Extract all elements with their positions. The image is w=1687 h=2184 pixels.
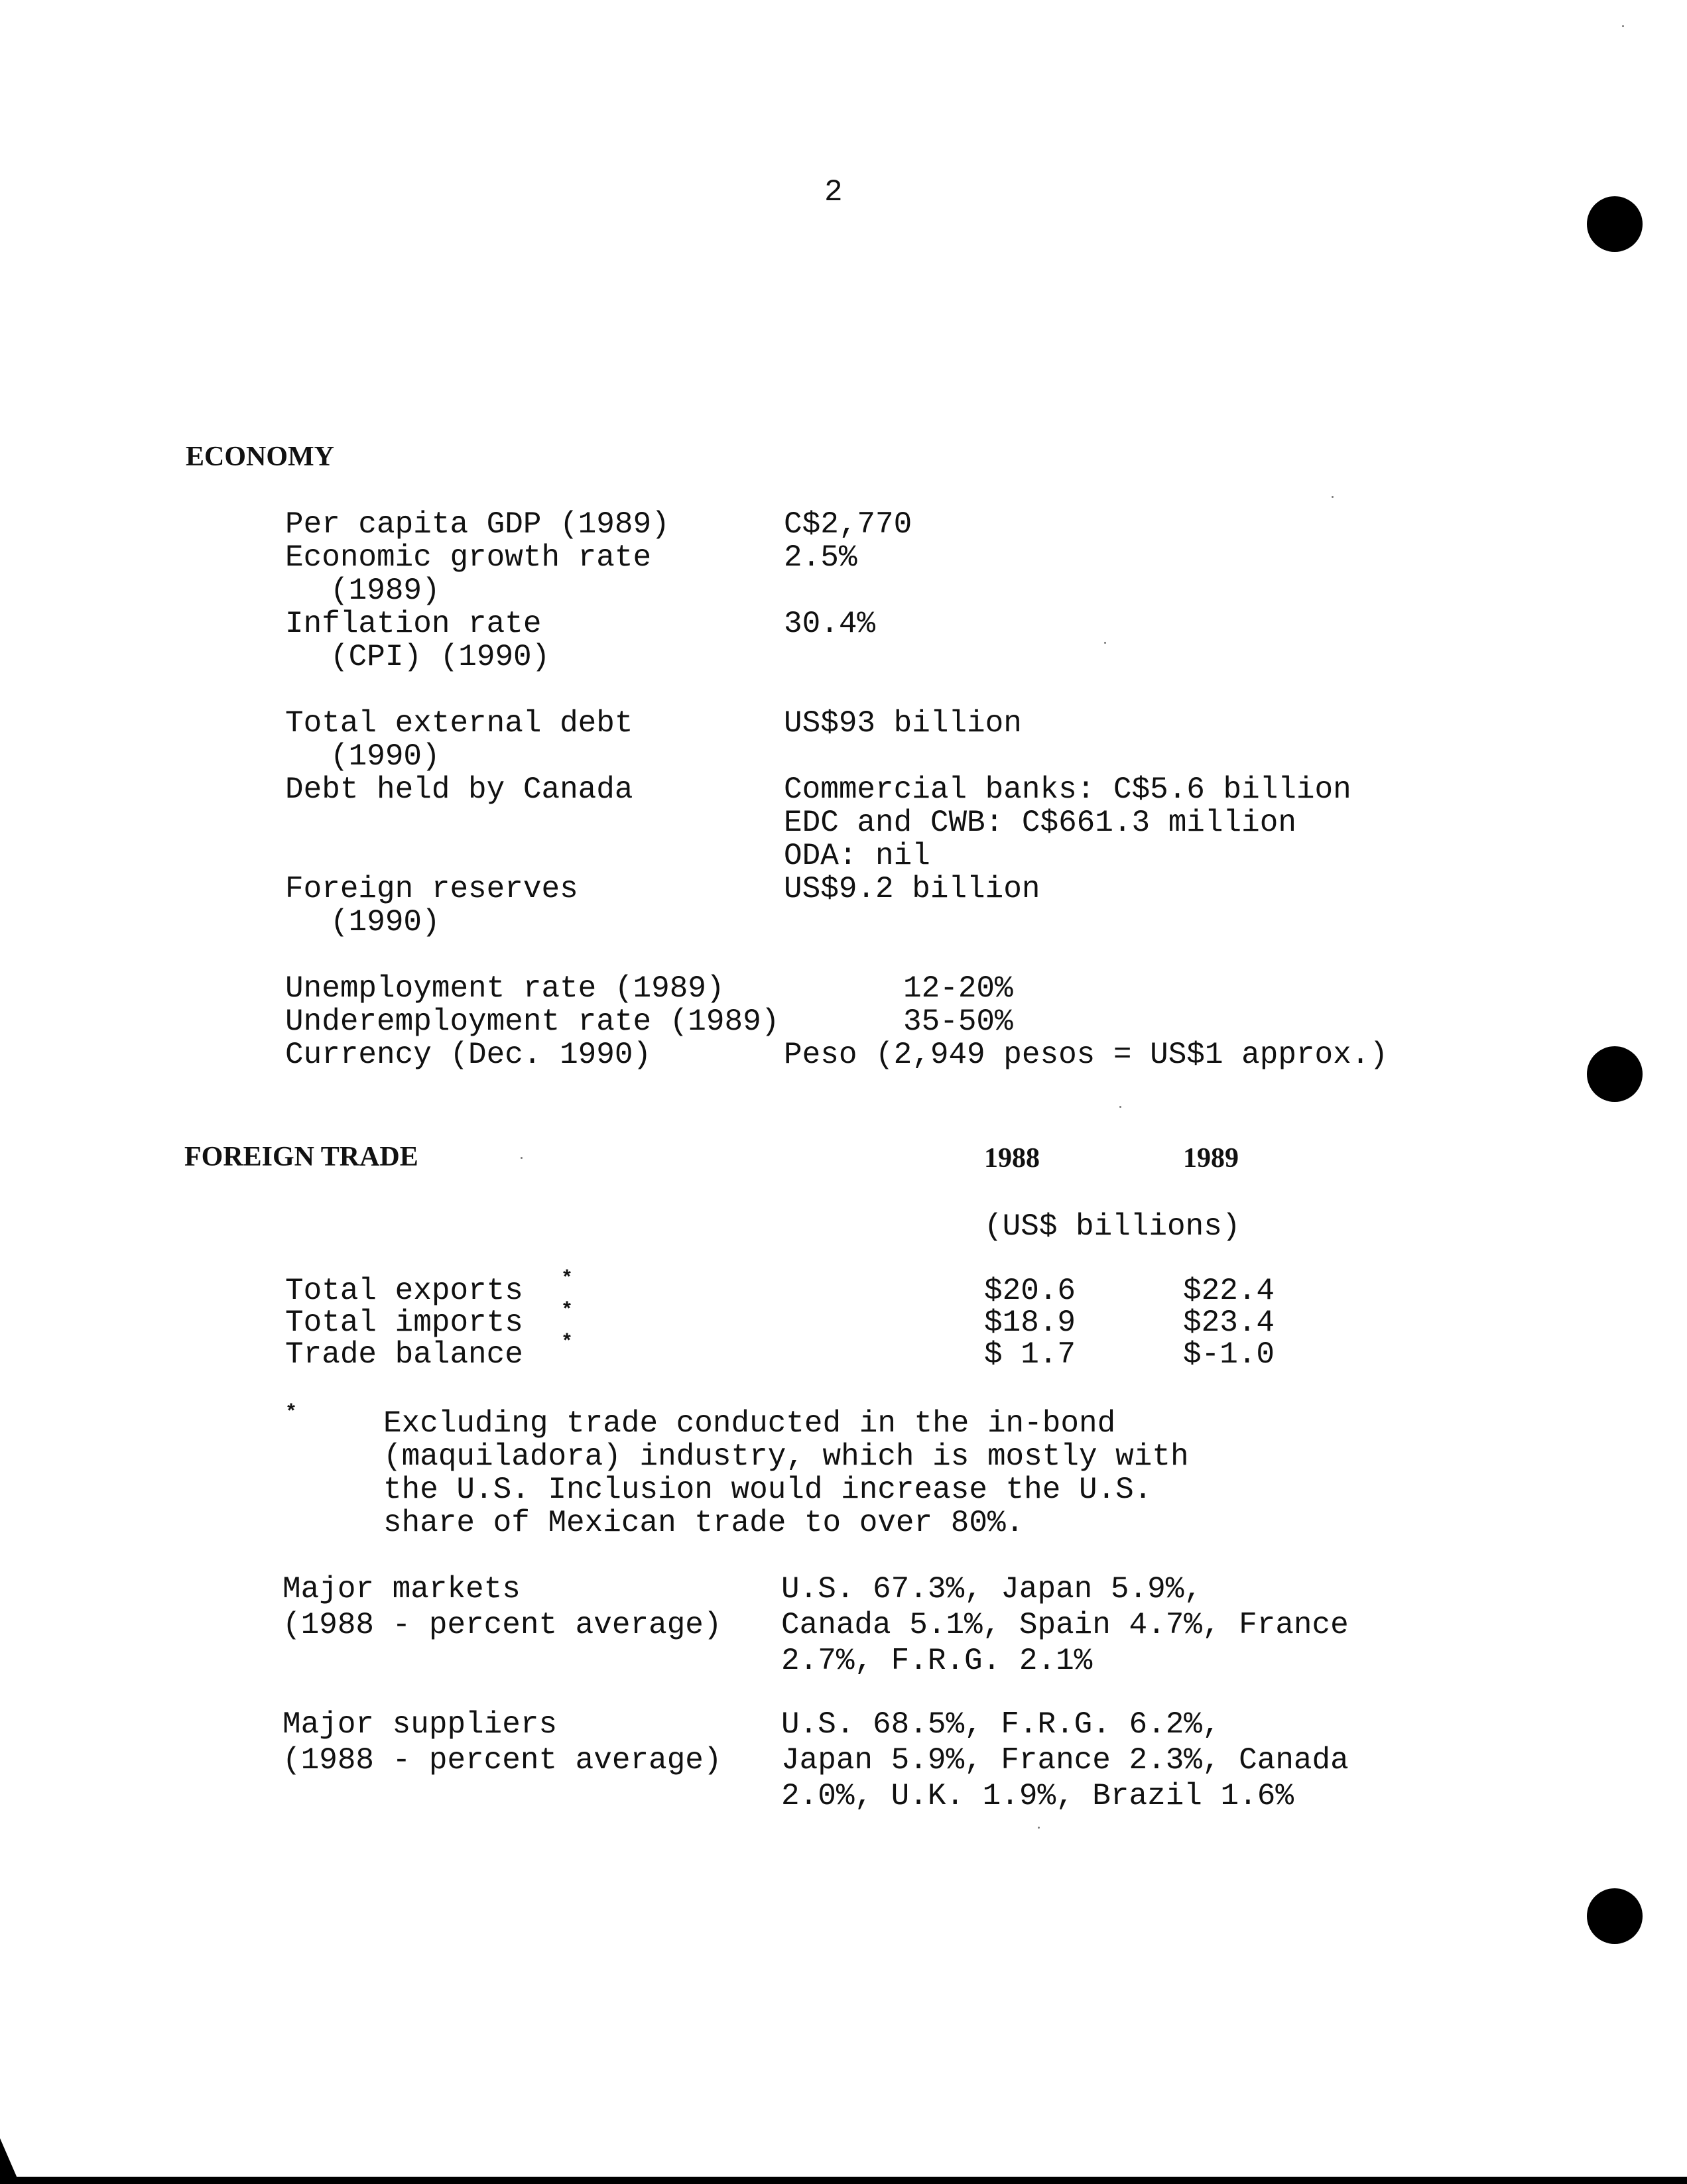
label-growth-year: (1989) — [330, 574, 440, 608]
footnote-marker: * — [285, 1402, 298, 1424]
label-balance: Trade balance — [285, 1337, 523, 1372]
footnote-marker: * — [561, 1331, 574, 1354]
value-currency: Peso (2,949 pesos = US$1 approx.) — [784, 1038, 1388, 1072]
label-inflation-sub: (CPI) (1990) — [330, 640, 550, 674]
suppliers-line: U.S. 68.5%, F.R.G. 6.2%, — [781, 1707, 1221, 1742]
scan-corner — [0, 2138, 17, 2178]
scan-edge-bottom — [0, 2177, 1687, 2184]
label-reserves-year: (1990) — [330, 905, 440, 940]
label-external-debt-year: (1990) — [330, 739, 440, 774]
label-growth: Economic growth rate — [285, 540, 652, 575]
economy-heading: ECONOMY — [186, 442, 334, 472]
label-major-markets-sub: (1988 - percent average) — [282, 1608, 722, 1642]
imports-1989: $23.4 — [1183, 1305, 1275, 1340]
balance-1989: $-1.0 — [1183, 1337, 1275, 1372]
label-major-suppliers-sub: (1988 - percent average) — [282, 1743, 722, 1778]
speck — [521, 1157, 523, 1159]
label-debt-canada: Debt held by Canada — [285, 772, 633, 807]
balance-1988: $ 1.7 — [984, 1337, 1076, 1372]
value-growth: 2.5% — [784, 540, 857, 575]
punch-hole-middle — [1587, 1046, 1643, 1102]
value-underemployment: 35-50% — [903, 1004, 1013, 1039]
label-reserves: Foreign reserves — [285, 872, 578, 906]
punch-hole-top — [1587, 196, 1643, 252]
page-number: 2 — [824, 175, 843, 210]
value-reserves: US$9.2 billion — [784, 872, 1040, 906]
label-external-debt: Total external debt — [285, 706, 633, 741]
footnote-marker: * — [561, 1268, 574, 1290]
suppliers-line: Japan 5.9%, France 2.3%, Canada — [781, 1743, 1349, 1778]
trade-units: (US$ billions) — [984, 1209, 1241, 1244]
label-exports: Total exports — [285, 1274, 523, 1308]
label-gdp: Per capita GDP (1989) — [285, 507, 670, 542]
footnote-marker: * — [561, 1300, 574, 1322]
value-external-debt: US$93 billion — [784, 706, 1022, 741]
markets-line: 2.7%, F.R.G. 2.1% — [781, 1644, 1093, 1678]
value-inflation: 30.4% — [784, 607, 876, 641]
exports-1989: $22.4 — [1183, 1274, 1275, 1308]
footnote-line: (maquiladora) industry, which is mostly with — [383, 1439, 1189, 1474]
label-currency: Currency (Dec. 1990) — [285, 1038, 652, 1072]
year-1989-header: 1989 — [1183, 1143, 1239, 1174]
label-underemployment: Underemployment rate (1989) — [285, 1004, 780, 1039]
imports-1988: $18.9 — [984, 1305, 1076, 1340]
markets-line: Canada 5.1%, Spain 4.7%, France — [781, 1608, 1349, 1642]
trade-heading: FOREIGN TRADE — [184, 1142, 418, 1172]
punch-hole-bottom — [1587, 1888, 1643, 1944]
exports-1988: $20.6 — [984, 1274, 1076, 1308]
value-debt-canada-banks: Commercial banks: C$5.6 billion — [784, 772, 1351, 807]
speck — [1622, 25, 1624, 27]
label-unemployment: Unemployment rate (1989) — [285, 971, 725, 1006]
value-debt-canada-edc: EDC and CWB: C$661.3 million — [784, 806, 1296, 840]
speck — [1332, 496, 1334, 498]
label-imports: Total imports — [285, 1305, 523, 1340]
footnote-line: share of Mexican trade to over 80%. — [383, 1506, 1025, 1540]
value-gdp: C$2,770 — [784, 507, 912, 542]
year-1988-header: 1988 — [984, 1143, 1040, 1174]
speck — [1038, 1827, 1040, 1829]
suppliers-line: 2.0%, U.K. 1.9%, Brazil 1.6% — [781, 1779, 1294, 1813]
label-major-markets: Major markets — [282, 1572, 521, 1607]
speck — [1119, 1106, 1121, 1108]
speck — [1104, 642, 1106, 644]
footnote-line: the U.S. Inclusion would increase the U.S. — [383, 1473, 1153, 1507]
markets-line: U.S. 67.3%, Japan 5.9%, — [781, 1572, 1202, 1607]
value-unemployment: 12-20% — [903, 971, 1013, 1006]
value-debt-canada-oda: ODA: nil — [784, 839, 930, 873]
footnote-line: Excluding trade conducted in the in-bond — [383, 1406, 1116, 1441]
label-inflation: Inflation rate — [285, 607, 542, 641]
label-major-suppliers: Major suppliers — [282, 1707, 558, 1742]
